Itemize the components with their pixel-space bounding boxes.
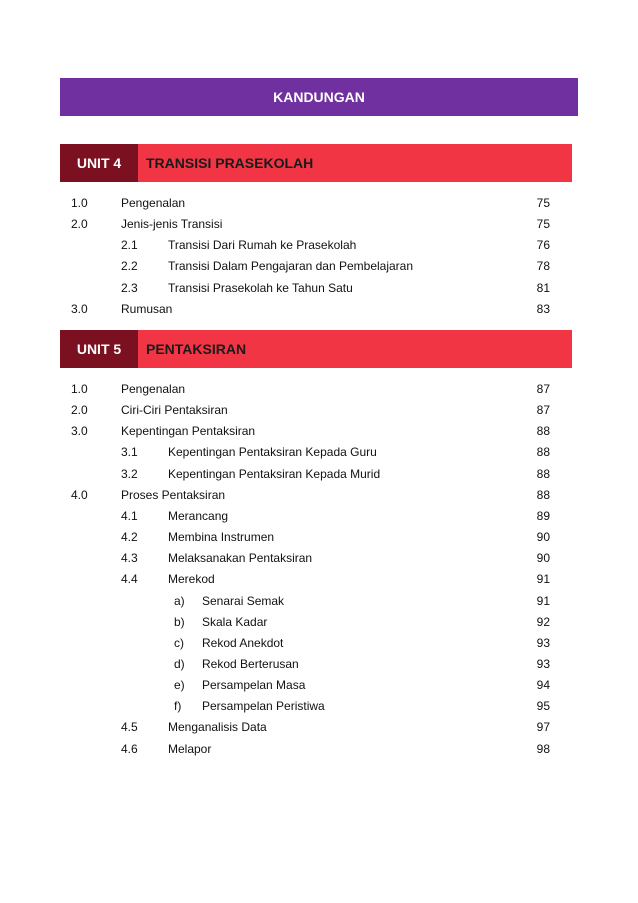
toc-entry-title: Kepentingan Pentaksiran Kepada Murid [168, 466, 381, 481]
toc-entry[interactable] [0, 529, 638, 545]
toc-entry-number: 4.2 [121, 530, 138, 545]
toc-entry[interactable] [0, 487, 638, 503]
toc-entry[interactable] [0, 381, 638, 397]
toc-entry-page: 78 [536, 259, 550, 274]
toc-entry-page: 94 [536, 678, 550, 693]
toc-entry-page: 90 [536, 551, 550, 566]
toc-entry[interactable] [0, 423, 638, 439]
toc-entry-page: 83 [536, 301, 550, 316]
toc-entry-title: Persampelan Masa [202, 678, 306, 693]
toc-entry[interactable] [0, 301, 638, 317]
toc-entry[interactable] [0, 444, 638, 460]
toc-entry-number: 1.0 [71, 382, 88, 396]
toc-entry-number: d) [174, 656, 185, 671]
toc-entry-page: 93 [536, 656, 550, 671]
unit-5-title: PENTAKSIRAN [146, 341, 247, 357]
toc-entry-title: Skala Kadar [202, 614, 268, 629]
toc-entry-number: 2.0 [71, 403, 88, 418]
toc-entry-title: Transisi Dari Rumah ke Prasekolah [168, 238, 357, 253]
toc-entry-number: 3.0 [71, 424, 88, 439]
toc-entry-title: Rekod Anekdot [202, 635, 284, 650]
toc-entry-title: Kepentingan Pentaksiran Kepada Guru [168, 445, 377, 460]
toc-entry[interactable] [0, 635, 638, 651]
toc-entry[interactable] [0, 466, 638, 482]
toc-entry[interactable] [0, 741, 638, 757]
toc-entry-page: 91 [536, 593, 550, 608]
toc-entry-page: 95 [536, 699, 550, 714]
toc-entry-page: 91 [536, 572, 550, 587]
unit-5-header [60, 330, 572, 368]
unit-5-label: UNIT 5 [60, 330, 138, 368]
toc-entry-title: Melapor [168, 741, 212, 756]
toc-entry-page: 89 [536, 508, 550, 523]
toc-entry-number: e) [174, 678, 185, 693]
toc-entry-number: 3.1 [121, 445, 138, 460]
toc-entry[interactable] [0, 508, 638, 524]
toc-entry-page: 75 [536, 217, 550, 232]
toc-entry-title: Persampelan Peristiwa [202, 699, 325, 714]
toc-entry-number: 4.0 [71, 487, 88, 502]
toc-entry-number: 4.1 [121, 508, 138, 523]
toc-entry-title: Melaksanakan Pentaksiran [168, 551, 313, 566]
toc-entry-number: c) [174, 635, 184, 650]
unit-4-title: TRANSISI PRASEKOLAH [146, 155, 314, 171]
unit-4-header [60, 144, 572, 182]
toc-entry-number: 2.0 [71, 217, 88, 232]
toc-entry-number: 1.0 [71, 196, 88, 210]
toc-entry[interactable] [0, 614, 638, 630]
toc-entry[interactable] [0, 698, 638, 714]
toc-entry[interactable] [0, 402, 638, 418]
toc-entry-title: Senarai Semak [202, 593, 285, 608]
toc-entry-title: Ciri-Ciri Pentaksiran [121, 403, 228, 418]
toc-entry-number: 4.5 [121, 720, 138, 735]
toc-entry[interactable] [0, 258, 638, 274]
toc-entry-number: f) [174, 699, 182, 714]
toc-entry-number: 2.3 [121, 280, 138, 295]
toc-entry-title: Membina Instrumen [168, 530, 275, 545]
toc-entry-title: Rekod Berterusan [202, 656, 299, 671]
toc-entry-title: Transisi Prasekolah ke Tahun Satu [168, 280, 353, 295]
toc-entry-number: 4.3 [121, 551, 138, 566]
toc-entry-number: 4.6 [121, 741, 138, 756]
toc-entry-page: 92 [536, 614, 550, 629]
toc-entry[interactable] [0, 195, 638, 211]
toc-entry-page: 81 [536, 280, 550, 295]
toc-entry[interactable] [0, 677, 638, 693]
toc-entry-title: Pengenalan [121, 382, 186, 396]
toc-entry[interactable] [0, 237, 638, 253]
toc-entry-page: 88 [536, 424, 550, 439]
toc-entry[interactable] [0, 571, 638, 587]
toc-entry-page: 97 [536, 720, 550, 735]
toc-entry[interactable] [0, 593, 638, 609]
toc-entry-title: Transisi Dalam Pengajaran dan Pembelajaran [168, 259, 414, 274]
toc-entry-page: 75 [536, 196, 550, 210]
toc-entry-page: 88 [536, 466, 550, 481]
toc-entry-number: 2.2 [121, 259, 138, 274]
toc-entry-page: 87 [536, 382, 550, 396]
toc-entry-page: 87 [536, 403, 550, 418]
toc-entry-page: 88 [536, 487, 550, 502]
toc-entry[interactable] [0, 656, 638, 672]
toc-entry[interactable] [0, 550, 638, 566]
contents-title-bar [60, 78, 578, 116]
toc-entry-page: 76 [536, 238, 550, 253]
toc-entry-number: 3.2 [121, 466, 138, 481]
toc-entry-title: Merancang [168, 508, 229, 523]
toc-entry-number: 2.1 [121, 238, 138, 253]
contents-title: KANDUNGAN [273, 89, 365, 105]
toc-entry-number: a) [174, 593, 185, 608]
toc-entry-title: Pengenalan [121, 196, 186, 210]
toc-entry-page: 88 [536, 445, 550, 460]
toc-entry[interactable] [0, 216, 638, 232]
toc-entry-title: Merekod [168, 572, 215, 587]
toc-entry-number: 4.4 [121, 572, 138, 587]
toc-entry-page: 93 [536, 635, 550, 650]
toc-entry-page: 90 [536, 530, 550, 545]
toc-entry-page: 98 [536, 741, 550, 756]
toc-entry[interactable] [0, 719, 638, 735]
toc-entry-title: Rumusan [121, 301, 173, 316]
toc-entry-title: Kepentingan Pentaksiran [121, 424, 256, 439]
unit-4-label: UNIT 4 [60, 144, 138, 182]
toc-entry-title: Jenis-jenis Transisi [121, 217, 223, 232]
toc-entry-number: 3.0 [71, 301, 88, 316]
toc-entry[interactable] [0, 280, 638, 296]
toc-entry-title: Proses Pentaksiran [121, 487, 226, 502]
toc-entry-title: Menganalisis Data [168, 720, 267, 735]
toc-entry-number: b) [174, 614, 185, 629]
